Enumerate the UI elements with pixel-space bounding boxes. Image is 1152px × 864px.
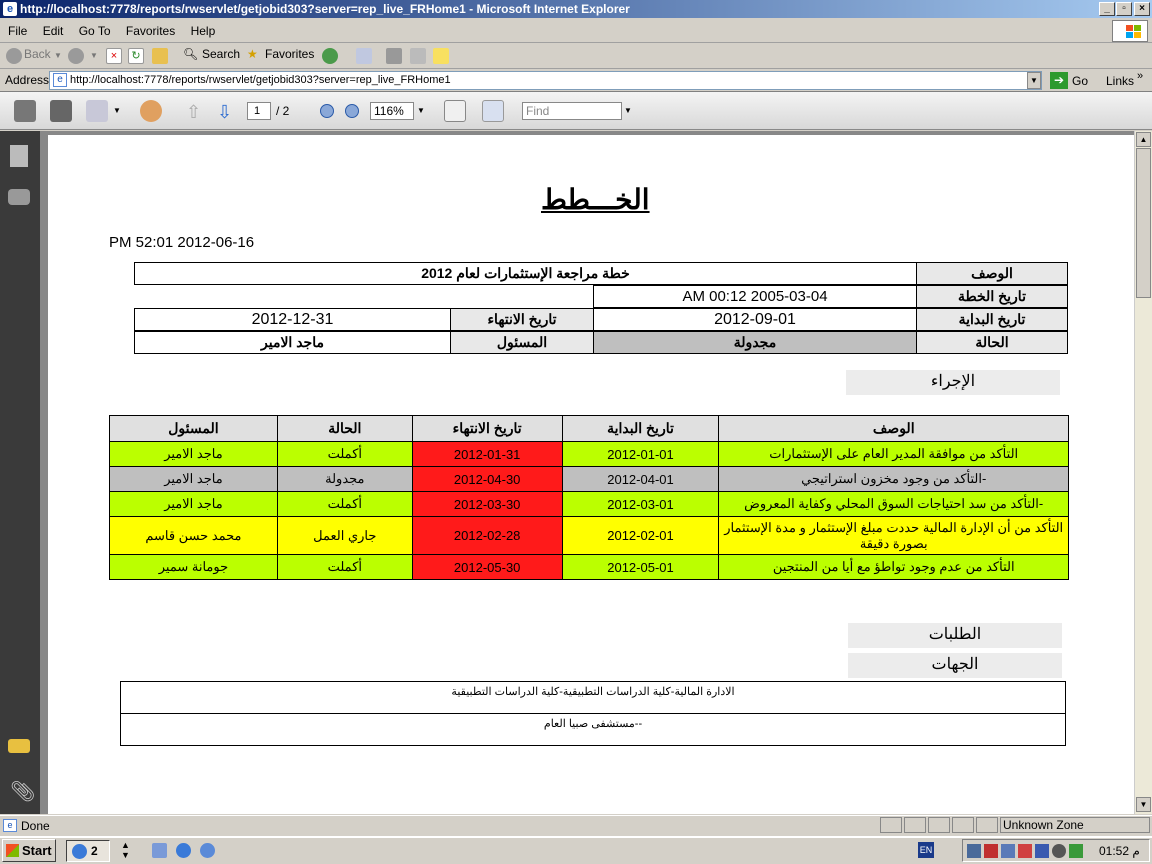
back-icon[interactable] bbox=[6, 48, 22, 64]
status-text: Done bbox=[21, 819, 50, 833]
row-end: 2012-04-30 bbox=[412, 467, 562, 492]
scroll-up-icon[interactable]: ▲ bbox=[1136, 132, 1151, 147]
report-timestamp: PM 52:01 2012-06-16 bbox=[109, 234, 255, 251]
row-start: 2012-02-01 bbox=[562, 517, 719, 555]
prev-page-icon[interactable]: ⇧ bbox=[186, 102, 202, 122]
row-desc: -التأكد من سد احتياجات السوق المحلي وكفاية المعروض bbox=[719, 492, 1069, 517]
stop-icon[interactable]: × bbox=[106, 48, 122, 64]
edit-icon[interactable] bbox=[410, 48, 426, 64]
row-desc: التأكد من أن الإدارة المالية حددت مبلغ الإستثمار و مدة الإستثمار بصورة دقيقة bbox=[719, 517, 1069, 555]
search-icon[interactable]: 🔍︎ bbox=[183, 47, 199, 61]
row-end: 2012-02-28 bbox=[412, 517, 562, 555]
plan-date-value: AM 00:12 2005-03-04 bbox=[593, 285, 917, 308]
zoom-out-icon[interactable] bbox=[320, 104, 334, 118]
list-item bbox=[121, 682, 1066, 714]
ie-icon: e bbox=[3, 2, 17, 16]
network-tray-icon[interactable] bbox=[984, 844, 998, 858]
settings-icon[interactable] bbox=[140, 100, 162, 122]
row-end: 2012-01-31 bbox=[412, 442, 562, 467]
row-start: 2012-01-01 bbox=[562, 442, 719, 467]
owner-value: ماجد الامير bbox=[134, 331, 451, 354]
find-dropdown-icon[interactable]: ▼ bbox=[624, 106, 632, 115]
status-panel bbox=[976, 817, 998, 833]
desc-value: خطة مراجعة الإستثمارات لعام 2012 bbox=[134, 262, 917, 285]
favorites-icon[interactable]: ★ bbox=[247, 47, 258, 61]
binoculars-icon[interactable] bbox=[8, 189, 30, 205]
start-date-value: 2012-09-01 bbox=[593, 308, 917, 331]
export-dropdown-icon[interactable]: ▼ bbox=[113, 106, 121, 115]
title-bar bbox=[0, 0, 1152, 18]
sync-tray-icon[interactable] bbox=[1052, 844, 1066, 858]
table-row bbox=[110, 555, 1069, 580]
requests-heading: الطلبات bbox=[848, 623, 1062, 648]
owner-label: المسئول bbox=[450, 331, 594, 354]
start-date-label: تاريخ البداية bbox=[916, 308, 1068, 331]
language-indicator[interactable]: EN bbox=[918, 842, 934, 858]
plan-header bbox=[134, 262, 1068, 354]
actions-table bbox=[109, 415, 1069, 580]
status-panel bbox=[928, 817, 950, 833]
print-icon[interactable] bbox=[386, 48, 402, 64]
media-icon[interactable] bbox=[322, 48, 338, 64]
row-status: أكملت bbox=[277, 442, 412, 467]
entity-text: الادارة المالية-كلية الدراسات التطبيقية-كلية الدراسات التطبيقية bbox=[121, 682, 1066, 714]
connection-tray-icon[interactable] bbox=[1069, 844, 1083, 858]
start-label: Start bbox=[22, 843, 52, 858]
ie-quicklaunch-icon[interactable] bbox=[176, 843, 191, 858]
forward-dropdown-icon[interactable]: ▼ bbox=[90, 51, 98, 60]
status-panel bbox=[880, 817, 902, 833]
taskbar-scroll-icon[interactable]: ▲ ▼ bbox=[121, 840, 130, 860]
menu-file[interactable]: File bbox=[8, 24, 28, 38]
start-button[interactable] bbox=[2, 839, 56, 862]
scroll-thumb[interactable] bbox=[1136, 148, 1151, 298]
mail-icon[interactable] bbox=[356, 48, 372, 64]
group-count: 2 bbox=[91, 844, 98, 858]
table-row bbox=[110, 492, 1069, 517]
row-owner: ماجد الامير bbox=[110, 467, 278, 492]
zoom-input[interactable]: 116% bbox=[370, 102, 414, 120]
windows-logo-icon bbox=[1112, 20, 1148, 42]
row-status: أكملت bbox=[277, 555, 412, 580]
security-tray-icon[interactable] bbox=[1018, 844, 1032, 858]
row-status: مجدولة bbox=[277, 467, 412, 492]
table-row bbox=[110, 442, 1069, 467]
report-page bbox=[48, 135, 1134, 814]
row-end: 2012-03-30 bbox=[412, 492, 562, 517]
search-button[interactable]: Search bbox=[202, 47, 241, 61]
system-tray bbox=[962, 839, 1150, 862]
address-dropdown-icon[interactable]: ▼ bbox=[1027, 72, 1041, 89]
notes-icon[interactable] bbox=[433, 48, 449, 64]
list-item bbox=[121, 714, 1066, 746]
zoom-dropdown-icon[interactable]: ▼ bbox=[417, 106, 425, 115]
show-desktop-icon[interactable] bbox=[152, 843, 167, 858]
end-date-label: تاريخ الانتهاء bbox=[450, 308, 594, 331]
page-icon: e bbox=[53, 73, 67, 87]
export-icon[interactable] bbox=[86, 100, 108, 122]
menu-favorites[interactable]: Favorites bbox=[125, 24, 176, 38]
table-header-row bbox=[110, 416, 1069, 442]
row-owner: جومانة سمير bbox=[110, 555, 278, 580]
favorites-button[interactable]: Favorites bbox=[265, 47, 315, 61]
document-viewer bbox=[40, 131, 1134, 814]
zone-text: Unknown Zone bbox=[1000, 817, 1150, 833]
row-desc: التأكد من عدم وجود تواطؤ مع أيا من المنتجين bbox=[719, 555, 1069, 580]
fit-width-icon[interactable] bbox=[444, 100, 466, 122]
entities-table bbox=[120, 681, 1066, 746]
report-title: الخـــطط bbox=[541, 184, 650, 215]
menu-help[interactable]: Help bbox=[190, 24, 216, 38]
zoom-in-icon[interactable] bbox=[345, 104, 359, 118]
close-button[interactable]: × bbox=[1134, 2, 1150, 16]
ie-taskbar-icon bbox=[72, 844, 87, 859]
display-tray-icon[interactable] bbox=[1001, 844, 1015, 858]
entity-text: --مستشفى صبيا العام bbox=[121, 714, 1066, 746]
table-row bbox=[110, 467, 1069, 492]
report-toolbar bbox=[0, 92, 1152, 130]
row-desc: -التأكد من وجود مخزون استراتيجي bbox=[719, 467, 1069, 492]
address-input[interactable] bbox=[49, 71, 1042, 90]
taskbar bbox=[0, 836, 1152, 864]
desc-label: الوصف bbox=[916, 262, 1068, 285]
address-label: Address bbox=[5, 73, 50, 87]
table-row bbox=[110, 517, 1069, 555]
pages-icon[interactable] bbox=[10, 145, 28, 167]
side-panel bbox=[0, 131, 40, 814]
end-date-value: 2012-12-31 bbox=[134, 308, 451, 331]
comments-icon[interactable] bbox=[8, 739, 30, 753]
home-icon[interactable] bbox=[152, 48, 168, 64]
plan-date-label: تاريخ الخطة bbox=[916, 285, 1068, 308]
chevron-right-icon[interactable]: » bbox=[1137, 70, 1144, 82]
messenger-icon[interactable] bbox=[200, 843, 215, 858]
row-start: 2012-05-01 bbox=[562, 555, 719, 580]
back-button[interactable]: Back bbox=[24, 47, 51, 61]
row-status: أكملت bbox=[277, 492, 412, 517]
entities-heading: الجهات bbox=[848, 653, 1062, 678]
page-input[interactable]: 1 bbox=[247, 102, 271, 120]
row-owner: ماجد الامير bbox=[110, 442, 278, 467]
java-tray-icon[interactable] bbox=[967, 844, 981, 858]
row-end: 2012-05-30 bbox=[412, 555, 562, 580]
col-desc: الوصف bbox=[719, 416, 1069, 442]
window-title: http://localhost:7778/reports/rwservlet/getjobid303?server=rep_live_FRHome1 - Microsoft Internet Explorer bbox=[20, 2, 630, 16]
vertical-scrollbar[interactable] bbox=[1134, 131, 1152, 814]
scroll-down-icon[interactable]: ▼ bbox=[1136, 797, 1151, 812]
next-page-icon[interactable]: ⇩ bbox=[217, 102, 233, 122]
print-report-icon[interactable] bbox=[14, 100, 36, 122]
go-arrow-icon[interactable]: ➔ bbox=[1050, 72, 1068, 89]
col-start: تاريخ البداية bbox=[562, 416, 719, 442]
shield-tray-icon[interactable] bbox=[1035, 844, 1049, 858]
menu-edit[interactable]: Edit bbox=[42, 24, 64, 38]
maximize-button[interactable]: ▫ bbox=[1116, 2, 1132, 16]
address-url: http://localhost:7778/reports/rwservlet/getjobid303?server=rep_live_FRHome1 bbox=[70, 74, 451, 86]
status-bar bbox=[0, 815, 1152, 835]
page-status-icon: e bbox=[3, 819, 17, 832]
status-panel bbox=[904, 817, 926, 833]
go-button[interactable]: Go bbox=[1072, 74, 1089, 88]
fit-page-icon[interactable] bbox=[482, 100, 504, 122]
row-start: 2012-03-01 bbox=[562, 492, 719, 517]
save-report-icon[interactable] bbox=[50, 100, 72, 122]
col-owner: المسئول bbox=[110, 416, 278, 442]
col-status: الحالة bbox=[277, 416, 412, 442]
actions-heading: الإجراء bbox=[846, 370, 1060, 395]
status-label: الحالة bbox=[916, 331, 1068, 354]
row-owner: ماجد الامير bbox=[110, 492, 278, 517]
ie-group-button[interactable] bbox=[66, 840, 110, 862]
row-desc: التأكد من موافقة المدير العام على الإستثمارات bbox=[719, 442, 1069, 467]
clock: 01:52 م bbox=[1099, 844, 1140, 858]
status-value: مجدولة bbox=[593, 331, 917, 354]
links-button[interactable]: Links bbox=[1106, 74, 1135, 88]
menu-bar bbox=[0, 19, 1152, 43]
attachment-icon[interactable]: 📎︎ bbox=[10, 781, 36, 803]
minimize-button[interactable]: _ bbox=[1099, 2, 1115, 16]
browser-toolbar bbox=[0, 43, 1152, 69]
back-dropdown-icon[interactable]: ▼ bbox=[54, 51, 62, 60]
row-start: 2012-04-01 bbox=[562, 467, 719, 492]
row-status: جاري العمل bbox=[277, 517, 412, 555]
find-input[interactable]: Find bbox=[522, 102, 622, 120]
refresh-icon[interactable]: ↻ bbox=[128, 48, 144, 64]
page-total: / 2 bbox=[276, 104, 290, 118]
forward-icon[interactable] bbox=[68, 48, 84, 64]
menu-goto[interactable]: Go To bbox=[78, 24, 111, 38]
col-end: تاريخ الانتهاء bbox=[412, 416, 562, 442]
status-panel bbox=[952, 817, 974, 833]
start-logo-icon bbox=[6, 844, 19, 857]
row-owner: محمد حسن قاسم bbox=[110, 517, 278, 555]
